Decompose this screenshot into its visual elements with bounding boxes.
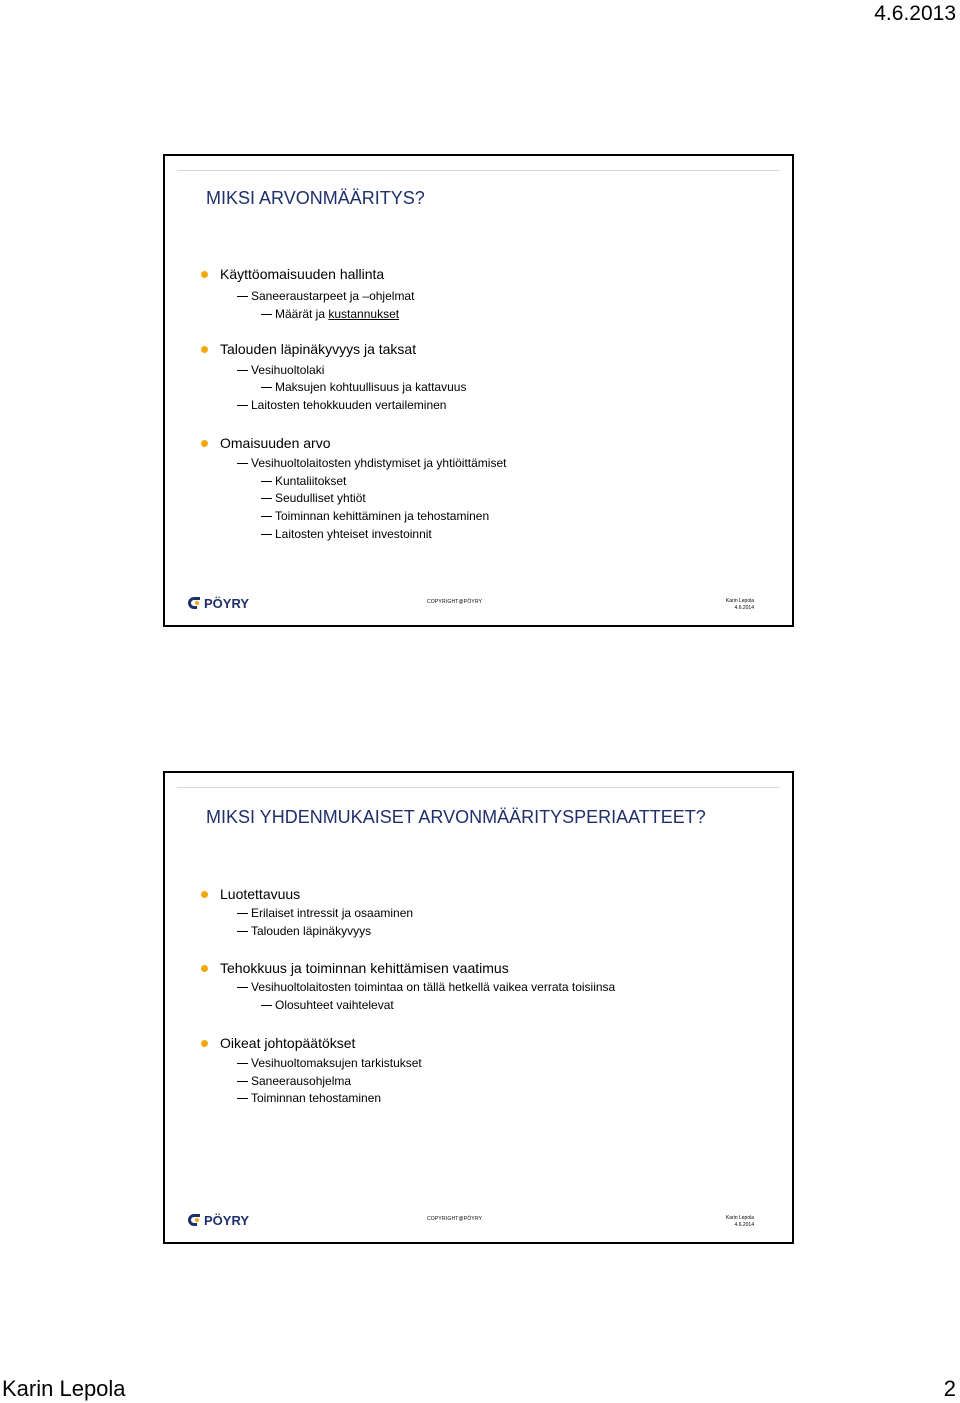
sub-bullet-item: Talouden läpinäkyvyys — [251, 924, 372, 938]
sub-sub-bullet-item: Laitosten yhteiset investoinnit — [275, 527, 432, 541]
sub-sub-bullet-item: Maksujen kohtuullisuus ja kattavuus — [275, 380, 467, 394]
slide-1 — [163, 154, 794, 627]
sub-sub-bullet-text-plain: Määrät ja — [275, 307, 329, 321]
sub-bullet-item: Vesihuoltomaksujen tarkistukset — [251, 1056, 422, 1070]
presenter-name: Karin Lepola — [725, 598, 754, 604]
slide-footer — [165, 585, 792, 625]
sub-bullet-item: Erilaiset intressit ja osaaminen — [251, 906, 414, 920]
sub-bullet-item: Vesihuoltolaitosten yhdistymiset ja yhtiöittämiset — [251, 456, 507, 470]
bullet-item: Tehokkuus ja toiminnan kehittämisen vaatimus — [220, 960, 509, 976]
sub-sub-bullet-item: Seudulliset yhtiöt — [275, 491, 366, 505]
slide-title: MIKSI ARVONMÄÄRITYS? — [206, 188, 425, 208]
sub-bullet-item: Vesihuoltolaitosten toimintaa on tällä hetkellä vaikea verrata toisiinsa — [251, 980, 616, 994]
sub-bullet-item: Laitosten tehokkuuden vertaileminen — [251, 398, 447, 412]
poyry-logo — [186, 595, 262, 611]
bullet-item: Talouden läpinäkyvyys ja taksat — [220, 341, 417, 357]
sub-sub-bullet-item — [275, 307, 399, 321]
sub-bullet-item: Vesihuoltolaki — [251, 363, 325, 377]
slide-header-rule — [177, 170, 780, 171]
slide-header-rule — [177, 787, 780, 788]
sub-sub-bullet-item: Kuntaliitokset — [275, 474, 347, 488]
presenter-block — [726, 1215, 754, 1229]
slide-2 — [163, 771, 794, 1244]
bullet-item: Omaisuuden arvo — [220, 435, 331, 451]
bullet-item: Luotettavuus — [220, 886, 301, 902]
logo-text: PÖYRY — [204, 1213, 250, 1228]
sub-bullet-item: Saneerausohjelma — [251, 1074, 352, 1088]
copyright-text: COPYRIGHT@PÖYRY — [427, 599, 483, 605]
sub-sub-bullet-item: Olosuhteet vaihtelevat — [275, 998, 394, 1012]
slide-footer — [165, 1202, 792, 1242]
presenter-date: 4.6.2014 — [734, 605, 754, 611]
page-number: 2 — [943, 1376, 956, 1401]
logo-text: PÖYRY — [204, 596, 250, 611]
presenter-name: Karin Lepola — [725, 1215, 754, 1221]
page-date: 4.6.2013 — [874, 2, 956, 25]
bullet-item: Käyttöomaisuuden hallinta — [220, 266, 385, 282]
copyright-text: COPYRIGHT@PÖYRY — [427, 1216, 483, 1222]
presenter-date: 4.6.2014 — [734, 1222, 754, 1228]
page-footer-author: Karin Lepola — [2, 1376, 126, 1401]
sub-sub-bullet-item: Toiminnan kehittäminen ja tehostaminen — [275, 509, 490, 523]
sub-sub-bullet-text-underlined: kustannukset — [328, 307, 400, 321]
slide-title: MIKSI YHDENMUKAISET ARVONMÄÄRITYSPERIAATTEET? — [206, 807, 706, 827]
sub-bullet-item: Saneeraustarpeet ja –ohjelmat — [251, 289, 415, 303]
poyry-logo — [186, 1212, 262, 1228]
bullet-item: Oikeat johtopäätökset — [220, 1035, 356, 1051]
sub-bullet-item: Toiminnan tehostaminen — [251, 1091, 382, 1105]
presenter-block — [726, 598, 754, 612]
